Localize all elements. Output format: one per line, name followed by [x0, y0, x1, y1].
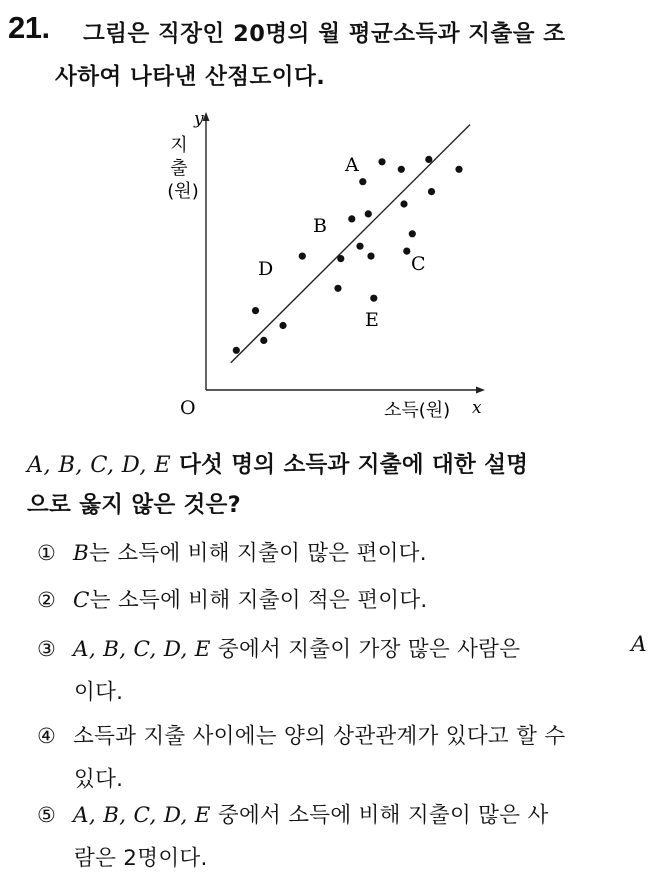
data-point: [337, 255, 344, 262]
prompt-line-1: [27, 447, 528, 479]
data-point: [233, 347, 240, 354]
data-point: [356, 243, 363, 250]
option-5-text: 중에서 소득에 비해 지출이 많은 사: [210, 803, 549, 828]
data-point: [398, 166, 405, 173]
option-4-text: 소득과 지출 사이에는 양의 상관관계가 있다고 할 수: [73, 724, 566, 749]
option-3-end-var: A: [631, 632, 647, 657]
label-d: D: [258, 258, 274, 280]
option-5-line-2: 람은 2명이다.: [74, 846, 208, 871]
option-4[interactable]: [37, 719, 647, 792]
option-4-line-2: 있다.: [74, 767, 124, 792]
data-point: [367, 253, 374, 260]
y-axis-title-2: 출: [170, 158, 188, 179]
question-line-2: 사하여 나타낸 산점도이다.: [55, 64, 326, 90]
option-5-vars: A, B, C, D, E: [73, 803, 211, 828]
prompt-vars: A, B, C, D, E: [27, 452, 171, 478]
data-point: [400, 200, 407, 207]
option-1-text: 는 소득에 비해 지출이 많은 편이다.: [89, 541, 427, 566]
data-point: [359, 178, 366, 185]
option-2[interactable]: [37, 583, 647, 614]
point-a: [378, 158, 385, 165]
option-3-mark: ③: [37, 637, 57, 661]
y-axis-title-1: 지: [170, 135, 188, 156]
option-1[interactable]: [37, 536, 647, 567]
option-3-text: 중에서 지출이 가장 많은 사람은: [210, 637, 521, 662]
point-c: [403, 248, 410, 255]
prompt-line-2: 으로 옳지 않은 것은?: [27, 492, 242, 518]
option-1-mark: ①: [37, 541, 57, 565]
option-2-var: C: [73, 588, 90, 613]
data-point: [428, 188, 435, 195]
label-e: E: [365, 309, 379, 331]
point-b: [348, 215, 355, 222]
scatter-plot: [0, 100, 671, 430]
y-axis-title-3: (원): [167, 181, 199, 202]
label-c: C: [411, 253, 426, 275]
x-axis-arrow: [476, 387, 485, 394]
data-point: [260, 337, 267, 344]
data-point: [334, 285, 341, 292]
origin-label: O: [180, 397, 196, 419]
data-point: [252, 307, 259, 314]
data-point: [425, 156, 432, 163]
point-d: [299, 253, 306, 260]
option-4-mark: ④: [37, 724, 57, 748]
points-layer: [233, 156, 463, 354]
option-2-text: 는 소득에 비해 지출이 적은 편이다.: [89, 588, 428, 613]
label-a: A: [345, 154, 359, 176]
option-3-line-2: 이다.: [74, 680, 124, 705]
data-point: [365, 210, 372, 217]
question-number: 21.: [8, 10, 50, 45]
y-axis-symbol: y: [194, 109, 204, 129]
question-line-1: 그림은 직장인 20명의 월 평균소득과 지출을 조: [83, 21, 566, 47]
option-5[interactable]: [37, 798, 647, 871]
prompt-line-1-text: 다섯 명의 소득과 지출에 대한 설명: [170, 452, 529, 478]
x-axis-title: 소득(원): [384, 400, 451, 421]
option-5-mark: ⑤: [37, 803, 57, 827]
data-point: [455, 166, 462, 173]
scatter-plot-svg: [0, 100, 671, 430]
point-e: [370, 295, 377, 302]
label-b: B: [313, 215, 327, 237]
option-1-var: B: [73, 541, 90, 566]
data-point: [409, 230, 416, 237]
data-point: [279, 322, 286, 329]
option-2-mark: ②: [37, 588, 57, 612]
option-3[interactable]: [37, 632, 647, 705]
option-3-vars: A, B, C, D, E: [73, 637, 211, 662]
x-axis-symbol: x: [472, 398, 482, 418]
